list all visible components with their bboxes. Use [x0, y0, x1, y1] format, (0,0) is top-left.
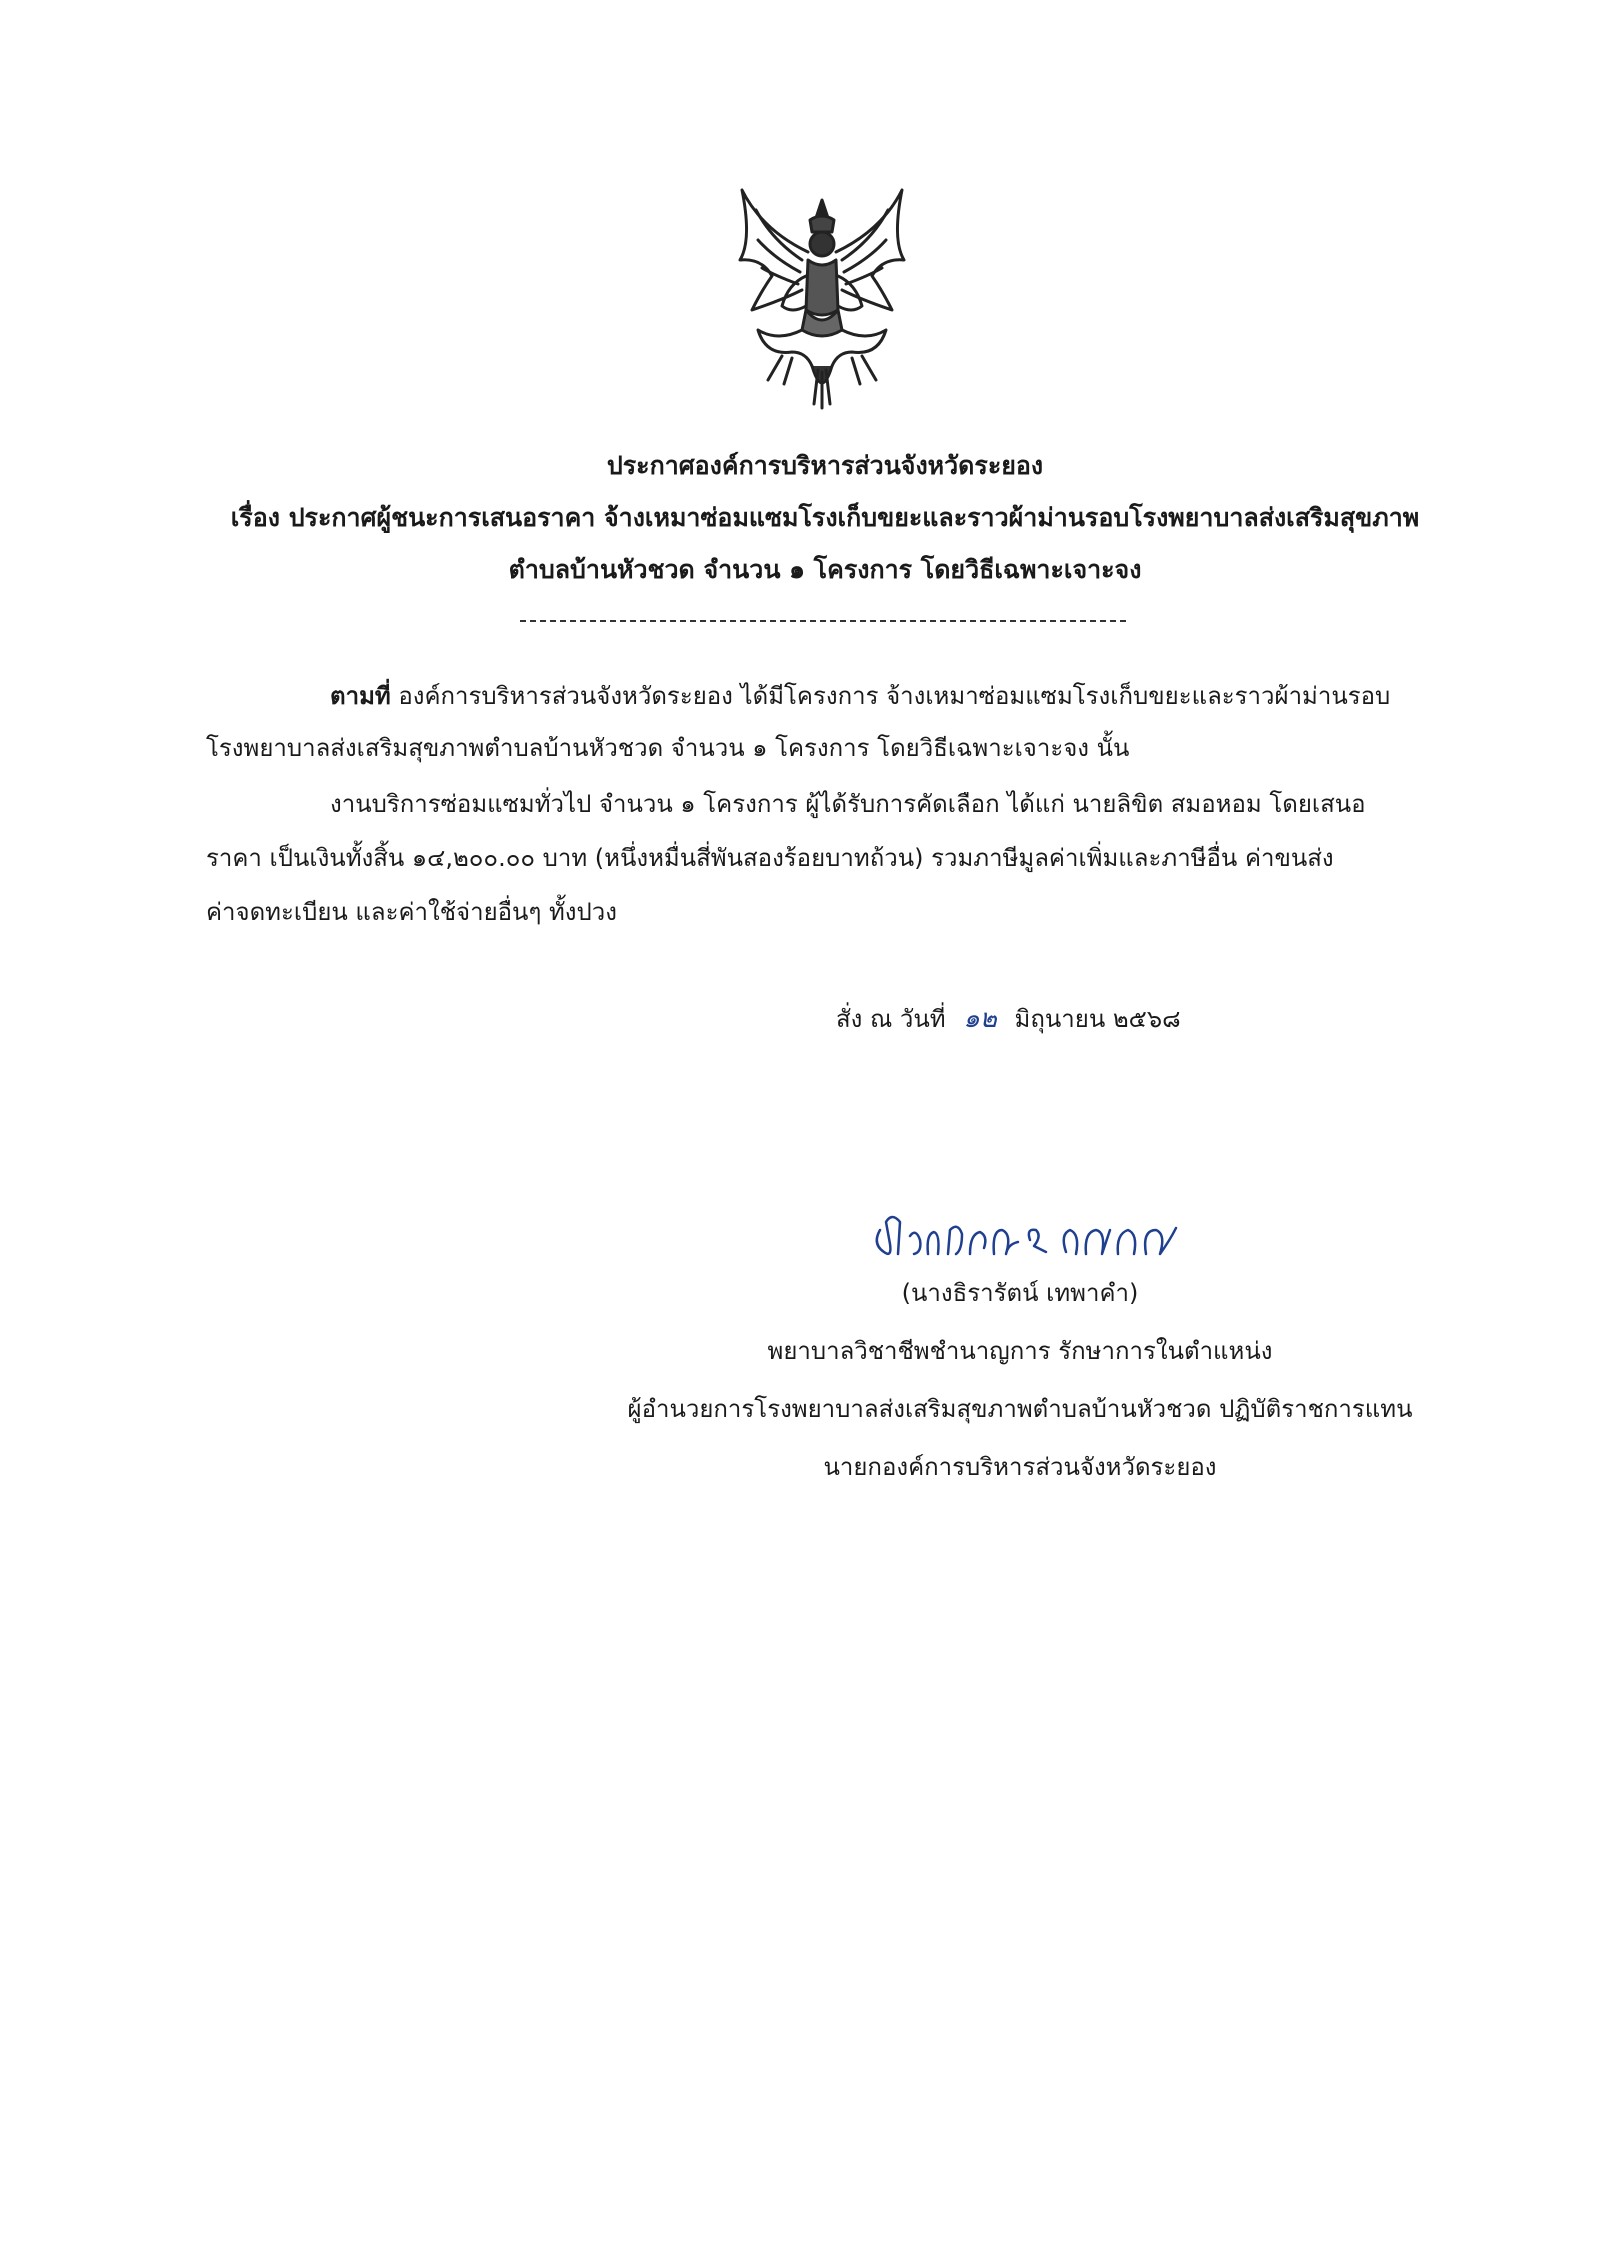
date-month-year: มิถุนายน ๒๕๖๘ [1014, 1005, 1181, 1033]
date-prefix: สั่ง ณ วันที่ [836, 1005, 946, 1033]
announcement-title: ประกาศองค์การบริหารส่วนจังหวัดระยอง [606, 451, 1044, 480]
paragraph-1-lead: ตามที่ [330, 682, 391, 710]
garuda-emblem-icon [722, 180, 922, 412]
paragraph-2-line-2: ราคา เป็นเงินทั้งสิ้น ๑๔,๒๐๐.๐๐ บาท (หนึ่งหมื่นสี่พันสองร้อยบาทถ้วน) รวมภาษีมูลค่าเพิ่มและภาษีอื่น ค่าขนส่ง [206, 844, 1334, 872]
paragraph-1-line-1-text: องค์การบริหารส่วนจังหวัดระยอง ได้มีโครงการ จ้างเหมาซ่อมแซมโรงเก็บขยะและราวผ้าม่านรอบ [390, 682, 1391, 710]
paragraph-1-line-1 [330, 668, 1390, 724]
date-day-handwritten: ๑๒ [963, 1004, 997, 1034]
subject-text-line1: ประกาศผู้ชนะการเสนอราคา จ้างเหมาซ่อมแซมโรงเก็บขยะและราวผ้าม่านรอบโรงพยาบาลส่งเสริมสุขภาพ [288, 503, 1420, 532]
signatory-position-line2: ผู้อำนวยการโรงพยาบาลส่งเสริมสุขภาพตำบลบ้านหัวชวด ปฏิบัติราชการแทน [627, 1395, 1413, 1423]
paragraph-2-line-3: ค่าจดทะเบียน และค่าใช้จ่ายอื่นๆ ทั้งปวง [206, 898, 617, 926]
announcement-subject-line2: ตำบลบ้านหัวชวด จำนวน ๑ โครงการ โดยวิธีเฉพาะเจาะจง [508, 555, 1142, 584]
announcement-subject-line1 [200, 492, 1450, 544]
announcement-header [200, 440, 1450, 596]
subject-label: เรื่อง [230, 503, 280, 532]
signatory-position-line1: พยาบาลวิชาชีพชำนาญการ รักษาการในตำแหน่ง [767, 1337, 1273, 1365]
signatory-block [580, 1264, 1460, 1496]
signatory-position-line3: นายกองค์การบริหารส่วนจังหวัดระยอง [823, 1453, 1217, 1481]
paragraph-1-line-2: โรงพยาบาลส่งเสริมสุขภาพตำบลบ้านหัวชวด จำนวน ๑ โครงการ โดยวิธีเฉพาะเจาะจง นั้น [206, 734, 1130, 762]
date-line [836, 998, 1181, 1039]
divider-line [520, 620, 1126, 622]
signatory-name: (นางธิรารัตน์ เทพาคำ) [901, 1279, 1139, 1307]
paragraph-2-line-1: งานบริการซ่อมแซมทั่วไป จำนวน ๑ โครงการ ผู้ได้รับการคัดเลือก ได้แก่ นายลิขิต สมอหอม โดยเสนอ [330, 790, 1366, 818]
